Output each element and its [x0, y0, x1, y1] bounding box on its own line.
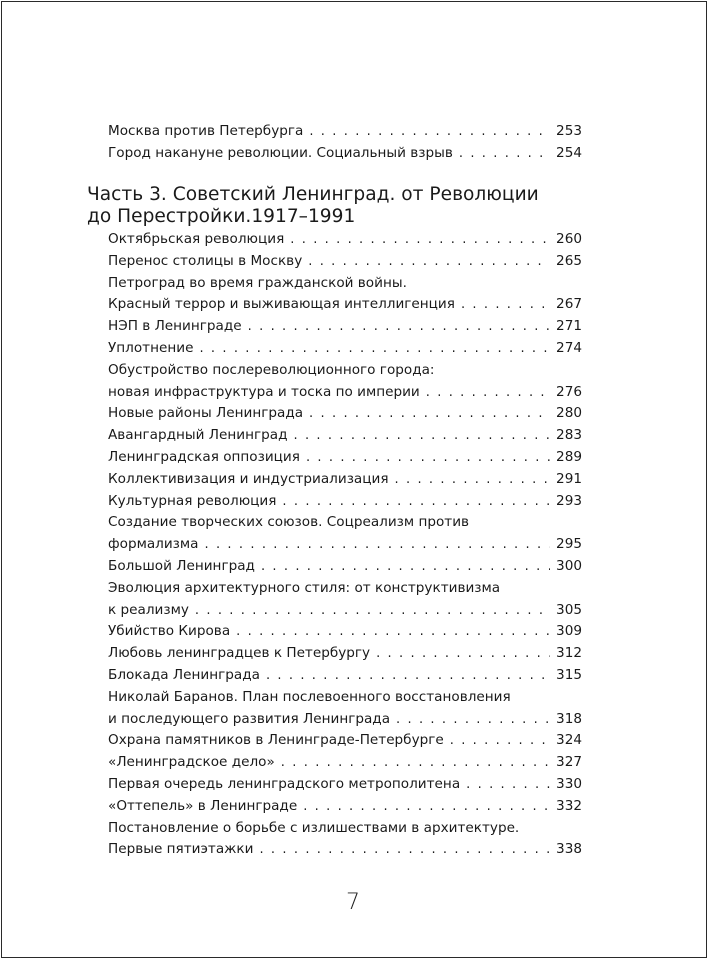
toc-entry-title: Блокада Ленинграда [108, 666, 260, 683]
dot-leader [290, 229, 550, 251]
dot-leader [282, 491, 550, 513]
toc-entry-title: Убийство Кирова [108, 623, 231, 640]
toc-entry[interactable] [108, 338, 582, 360]
toc-entry-page: 254 [556, 144, 582, 161]
dot-leader [395, 469, 551, 491]
toc-entry[interactable] [108, 121, 582, 143]
dot-leader [199, 338, 550, 360]
toc-entry-page: 295 [556, 536, 582, 553]
dot-leader [259, 839, 550, 861]
toc-entry-title-line-1: Эволюция архитектурного стиля: от конструктивизма [108, 579, 501, 596]
toc-entry-page: 267 [556, 296, 582, 313]
toc-entry-title: Город накануне революции. Социальный взрыв [108, 144, 453, 161]
toc-entry[interactable] [108, 360, 582, 404]
part-heading-line-2: до Перестройки.1917–1991 [87, 206, 356, 227]
toc-entry-title: Уплотнение [108, 339, 194, 356]
toc-entry-title-line-1: Постановление о борьбе с излишествами в архитектуре. [108, 819, 520, 836]
toc-entry-page: 327 [556, 754, 582, 771]
toc-entry[interactable] [108, 229, 582, 251]
toc-entry-title: Красный террор и выживающая интеллигенция [108, 296, 455, 313]
dot-leader [261, 556, 550, 578]
dot-leader [450, 730, 550, 752]
toc-entry-page: 274 [556, 339, 582, 356]
toc-entry-title: Ленинградская оппозиция [108, 448, 300, 465]
toc-entry-title: Октябрьская революция [108, 231, 285, 247]
toc-entry-title-line-1: Николай Баранов. План послевоенного восстановления [108, 688, 511, 705]
toc-entry-page: 291 [556, 470, 582, 487]
toc-entry-title: Москва против Петербурга [108, 123, 304, 139]
toc-entry[interactable] [108, 512, 582, 556]
toc-entry-page: 289 [556, 448, 582, 465]
toc-entry-title: Большой Ленинград [108, 557, 255, 574]
toc-continued-list [108, 121, 582, 165]
page-number: 7 [346, 890, 360, 915]
dot-leader [195, 600, 550, 622]
toc-entry-page: 332 [556, 797, 582, 814]
dot-leader [376, 643, 550, 665]
toc-entry[interactable] [108, 796, 582, 818]
toc-entry-title: формализма [108, 536, 199, 553]
toc-entry-page: 280 [556, 405, 582, 422]
toc-entry-title: Авангардный Ленинград [108, 427, 288, 444]
dot-leader [306, 447, 550, 469]
dot-leader [303, 796, 550, 818]
toc-entry-title-line-1: Обустройство послереволюционного города: [108, 361, 435, 378]
dot-leader [236, 621, 550, 643]
toc-list [108, 229, 582, 861]
toc-entry-page: 312 [556, 645, 582, 662]
toc-entry[interactable] [108, 621, 582, 643]
toc-entry[interactable] [108, 403, 582, 425]
toc-entry-page: 265 [556, 252, 582, 269]
toc-entry[interactable] [108, 491, 582, 513]
toc-entry-title: Перенос столицы в Москву [108, 252, 303, 269]
toc-entry-title-line-1: Создание творческих союзов. Соцреализм против [108, 514, 470, 531]
toc-entry[interactable] [108, 730, 582, 752]
toc-entry-title: НЭП в Ленинграде [108, 318, 242, 335]
dot-leader [309, 121, 550, 143]
toc-entry[interactable] [108, 665, 582, 687]
toc-entry[interactable] [108, 143, 582, 165]
dot-leader [466, 774, 550, 796]
part-heading-line-1: Часть 3. Советский Ленинград. от Революции [87, 184, 539, 205]
toc-entry-page: 300 [556, 557, 582, 574]
toc-entry[interactable] [108, 447, 582, 469]
toc-entry-page: 253 [556, 123, 582, 139]
toc-entry-title: «Ленинградское дело» [108, 754, 275, 771]
toc-entry-page: 309 [556, 623, 582, 640]
toc-entry-page: 324 [556, 732, 582, 749]
toc-entry[interactable] [108, 578, 582, 622]
dot-leader [396, 709, 550, 731]
toc-entry-title: Культурная революция [108, 492, 277, 509]
toc-entry-page: 276 [556, 383, 582, 400]
toc-entry[interactable] [108, 752, 582, 774]
toc-entry-title: Первая очередь ленинградского метрополитена [108, 775, 461, 792]
toc-entry[interactable] [108, 818, 582, 862]
toc-entry-page: 260 [556, 231, 582, 247]
toc-entry-page: 293 [556, 492, 582, 509]
toc-entry[interactable] [108, 556, 582, 578]
toc-entry[interactable] [108, 425, 582, 447]
dot-leader [309, 403, 550, 425]
toc-entry[interactable] [108, 251, 582, 273]
toc-entry-title: новая инфраструктура и тоска по империи [108, 383, 420, 400]
toc-entry-page: 271 [556, 318, 582, 335]
toc-entry-title: Первые пятиэтажки [108, 841, 254, 858]
toc-entry-title: и последующего развития Ленинграда [108, 710, 391, 727]
dot-leader [459, 143, 550, 165]
toc-entry[interactable] [108, 774, 582, 796]
toc-entry[interactable] [108, 643, 582, 665]
toc-entry-title: Коллективизация и индустриализация [108, 470, 389, 487]
toc-entry-title-line-1: Петроград во время гражданской войны. [108, 274, 407, 291]
toc-entry-page: 315 [556, 666, 582, 683]
toc-entry-page: 330 [556, 775, 582, 792]
toc-entry-page: 318 [556, 710, 582, 727]
dot-leader [266, 665, 550, 687]
toc-entry-title: Охрана памятников в Ленинграде-Петербурге [108, 732, 444, 749]
toc-entry-title: Новые районы Ленинграда [108, 405, 304, 422]
part-heading [87, 184, 557, 228]
toc-entry[interactable] [108, 273, 582, 317]
dot-leader [205, 534, 551, 556]
toc-entry[interactable] [108, 687, 582, 731]
toc-entry[interactable] [108, 469, 582, 491]
dot-leader [426, 382, 550, 404]
toc-entry-title: Любовь ленинградцев к Петербургу [108, 645, 371, 662]
dot-leader [294, 425, 551, 447]
dot-leader [281, 752, 550, 774]
dot-leader [308, 251, 550, 273]
toc-entry-title: к реализму [108, 601, 189, 618]
toc-entry-title: «Оттепель» в Ленинграде [108, 797, 298, 814]
dot-leader [248, 316, 550, 338]
toc-entry-page: 305 [556, 601, 582, 618]
toc-entry-page: 338 [556, 841, 582, 858]
dot-leader [461, 294, 550, 316]
toc-entry[interactable] [108, 316, 582, 338]
toc-entry-page: 283 [556, 427, 582, 444]
